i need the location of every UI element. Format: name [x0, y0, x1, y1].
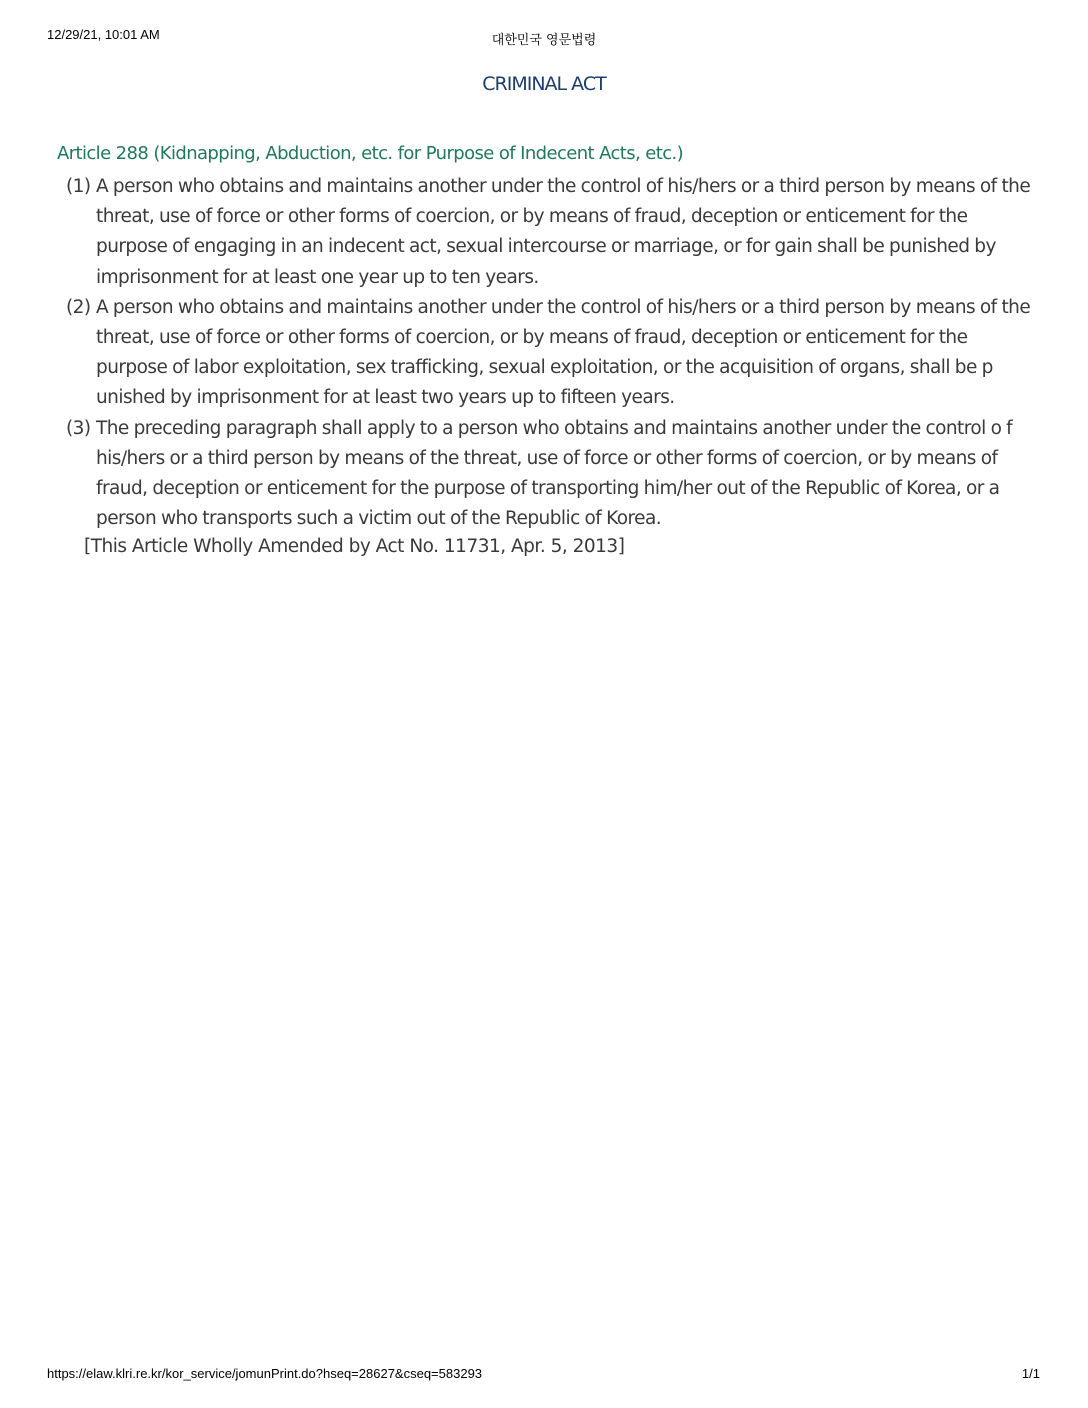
- paragraph-2: [66, 293, 1042, 414]
- article-heading: Article 288 (Kidnapping, Abduction, etc. for Purpose of Indecent Acts, etc.): [57, 143, 684, 164]
- paragraph-text: The preceding paragraph shall apply to a person who obtains and maintains another under the control o f his/hers or a third person by means of the threat, use of force or other forms of coercion, or by means of fraud, deception or enticement for the purpose of transporting him/her out of the Republic of Korea, or a person who transports such a victim out of the Republic of Korea.: [96, 417, 1013, 530]
- paragraph-text: A person who obtains and maintains another under the control of his/hers or a third person by means of the threat, use of force or other forms of coercion, or by means of fraud, deception or enticement for the purpose of labor exploitation, sex trafficking, sexual exploitation, or the acquisition of organs, shall be p unished by imprisonment for at least two years up to fifteen years.: [96, 296, 1031, 409]
- amendment-note: [This Article Wholly Amended by Act No. 11731, Apr. 5, 2013]: [84, 536, 625, 557]
- paragraph-3: [66, 414, 1042, 535]
- paragraph-number: (2): [66, 296, 91, 318]
- print-site-title: 대한민국 영문법령: [491, 33, 597, 48]
- print-datetime: 12/29/21, 10:01 AM: [47, 27, 160, 42]
- print-url: https://elaw.klri.re.kr/kor_service/jomunPrint.do?hseq=28627&cseq=583293: [47, 1366, 483, 1381]
- paragraph-number: (3): [66, 417, 91, 439]
- page-indicator: 1/1: [1021, 1366, 1040, 1381]
- article-paragraphs: [66, 172, 1042, 534]
- paragraph-number: (1): [66, 176, 91, 197]
- paragraph-text: A person who obtains and maintains another under the control of his/hers or a third person by means of the threat, use of force or other forms of coercion, or by means of fraud, deception or enticement for the purpose of engaging in an indecent act, sexual intercourse or marriage, or for gain shall be punished by imprisonment for at least one year up to ten years.: [96, 176, 1031, 288]
- law-title: CRIMINAL ACT: [482, 73, 606, 95]
- paragraph-1: [66, 172, 1042, 293]
